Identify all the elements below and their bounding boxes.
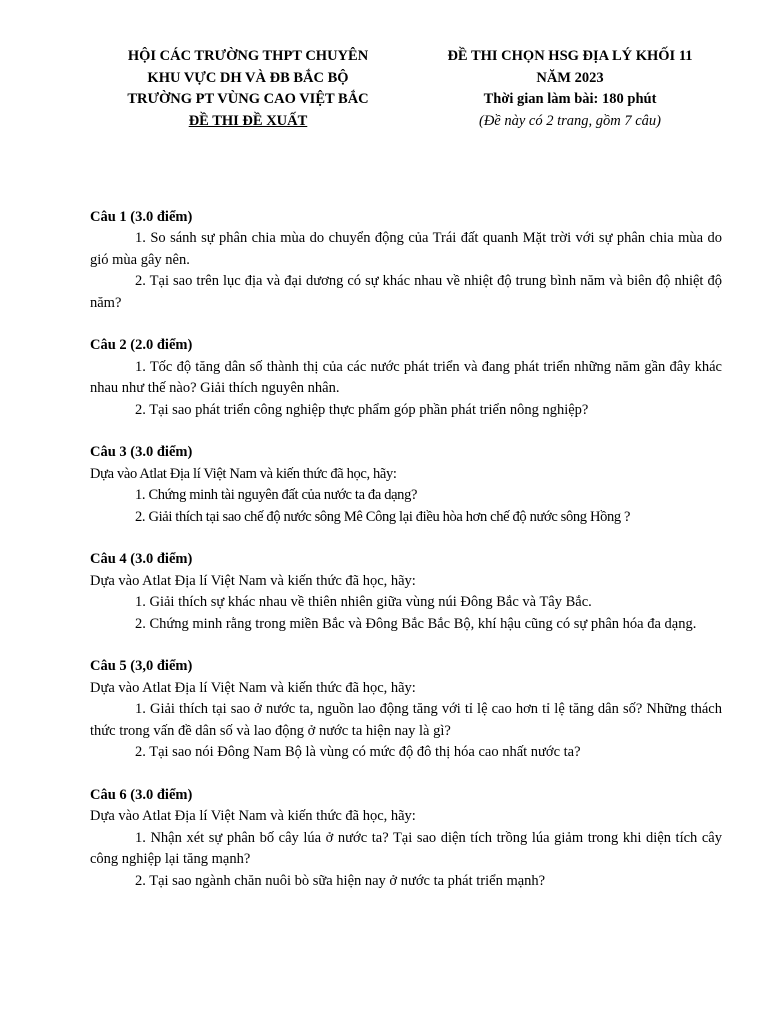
question-2 xyxy=(90,335,722,421)
organization-line-1: HỘI CÁC TRƯỜNG THPT CHUYÊN xyxy=(127,48,369,64)
exam-duration xyxy=(420,89,720,111)
document-header xyxy=(0,46,768,136)
question-item: 2. Tại sao ngành chăn nuôi bò sữa hiện nay ở nước ta phát triển mạnh? xyxy=(135,872,546,889)
exam-year: NĂM 2023 xyxy=(536,69,604,86)
question-title: Câu 5 (3,0 điểm) xyxy=(90,658,193,675)
question-title: Câu 2 (2.0 điểm) xyxy=(90,337,193,354)
exam-title: ĐỀ THI CHỌN HSG ĐỊA LÝ KHỐI 11 xyxy=(447,48,693,64)
question-title: Câu 1 (3.0 điểm) xyxy=(90,209,193,225)
question-intro: Dựa vào Atlat Địa lí Việt Nam và kiến thức đã học, hãy: xyxy=(90,679,416,696)
question-intro: Dựa vào Atlat Địa lí Việt Nam và kiến thức đã học, hãy: xyxy=(90,808,416,825)
school-name: TRƯỜNG PT VÙNG CAO VIỆT BẮC xyxy=(127,91,369,107)
question-1 xyxy=(90,207,722,314)
question-title: Câu 3 (3.0 điểm) xyxy=(90,444,193,461)
exam-type-label: ĐỀ THI ĐỀ XUẤT xyxy=(188,112,308,129)
question-5 xyxy=(90,656,722,763)
question-item: 1. Chứng minh tài nguyên đất của nước ta đa dạng? xyxy=(135,487,418,504)
question-6 xyxy=(90,785,722,892)
question-item: 2. Tại sao phát triển công nghiệp thực phẩm góp phần phát triển nông nghiệp? xyxy=(135,401,589,418)
exam-info-block xyxy=(420,46,720,132)
question-3 xyxy=(90,442,722,528)
organization-line-2: KHU VỰC DH VÀ ĐB BẮC BỘ xyxy=(147,69,349,86)
exam-page-note: (Đề này có 2 trang, gồm 7 câu) xyxy=(478,112,661,129)
duration-label: Thời gian làm bài xyxy=(483,91,594,107)
exam-questions xyxy=(90,207,722,913)
question-item: 1. Nhận xét sự phân bố cây lúa ở nước ta? Tại sao diện tích trồng lúa giảm trong khi diện tích cây công nghiệp lại tăng mạnh? xyxy=(90,829,722,868)
question-item: 2. Chứng minh rằng trong miền Bắc và Đông Bắc Bắc Bộ, khí hậu cũng có sự phân hóa đa dạng. xyxy=(135,615,697,632)
question-item: 1. Tốc độ tăng dân số thành thị của các nước phát triển và đang phát triển những năm gần đây khác nhau như thế nào? Giải thích nguyên nhân. xyxy=(90,358,722,397)
question-item: 2. Tại sao trên lục địa và đại dương có sự khác nhau về nhiệt độ trung bình năm và biên độ nhiệt độ năm? xyxy=(90,273,722,311)
question-item: 2. Giải thích tại sao chế độ nước sông Mê Công lại điều hòa hơn chế độ nước sông Hồng ? xyxy=(135,508,631,525)
question-item: 1. Giải thích tại sao ở nước ta, nguồn lao động tăng với tỉ lệ cao hơn tỉ lệ tăng dân số? Những thách thức trong vấn đề dân số và lao động ở nước ta hiện nay là gì? xyxy=(90,701,722,739)
question-4 xyxy=(90,549,722,635)
question-intro: Dựa vào Atlat Địa lí Việt Nam và kiến thức đã học, hãy: xyxy=(90,465,397,482)
question-item: 1. Giải thích sự khác nhau về thiên nhiên giữa vùng núi Đông Bắc và Tây Bắc. xyxy=(135,594,592,611)
organization-block xyxy=(98,46,398,132)
question-item: 2. Tại sao nói Đông Nam Bộ là vùng có mức độ đô thị hóa cao nhất nước ta? xyxy=(135,744,581,761)
question-title: Câu 4 (3.0 điểm) xyxy=(90,551,193,568)
question-title: Câu 6 (3.0 điểm) xyxy=(90,786,193,803)
question-intro: Dựa vào Atlat Địa lí Việt Nam và kiến thức đã học, hãy: xyxy=(90,572,416,589)
duration-value: : 180 phút xyxy=(593,91,657,107)
question-item: 1. So sánh sự phân chia mùa do chuyển động của Trái đất quanh Mặt trời với sự phân chia mùa do gió mùa gây nên. xyxy=(90,230,722,268)
